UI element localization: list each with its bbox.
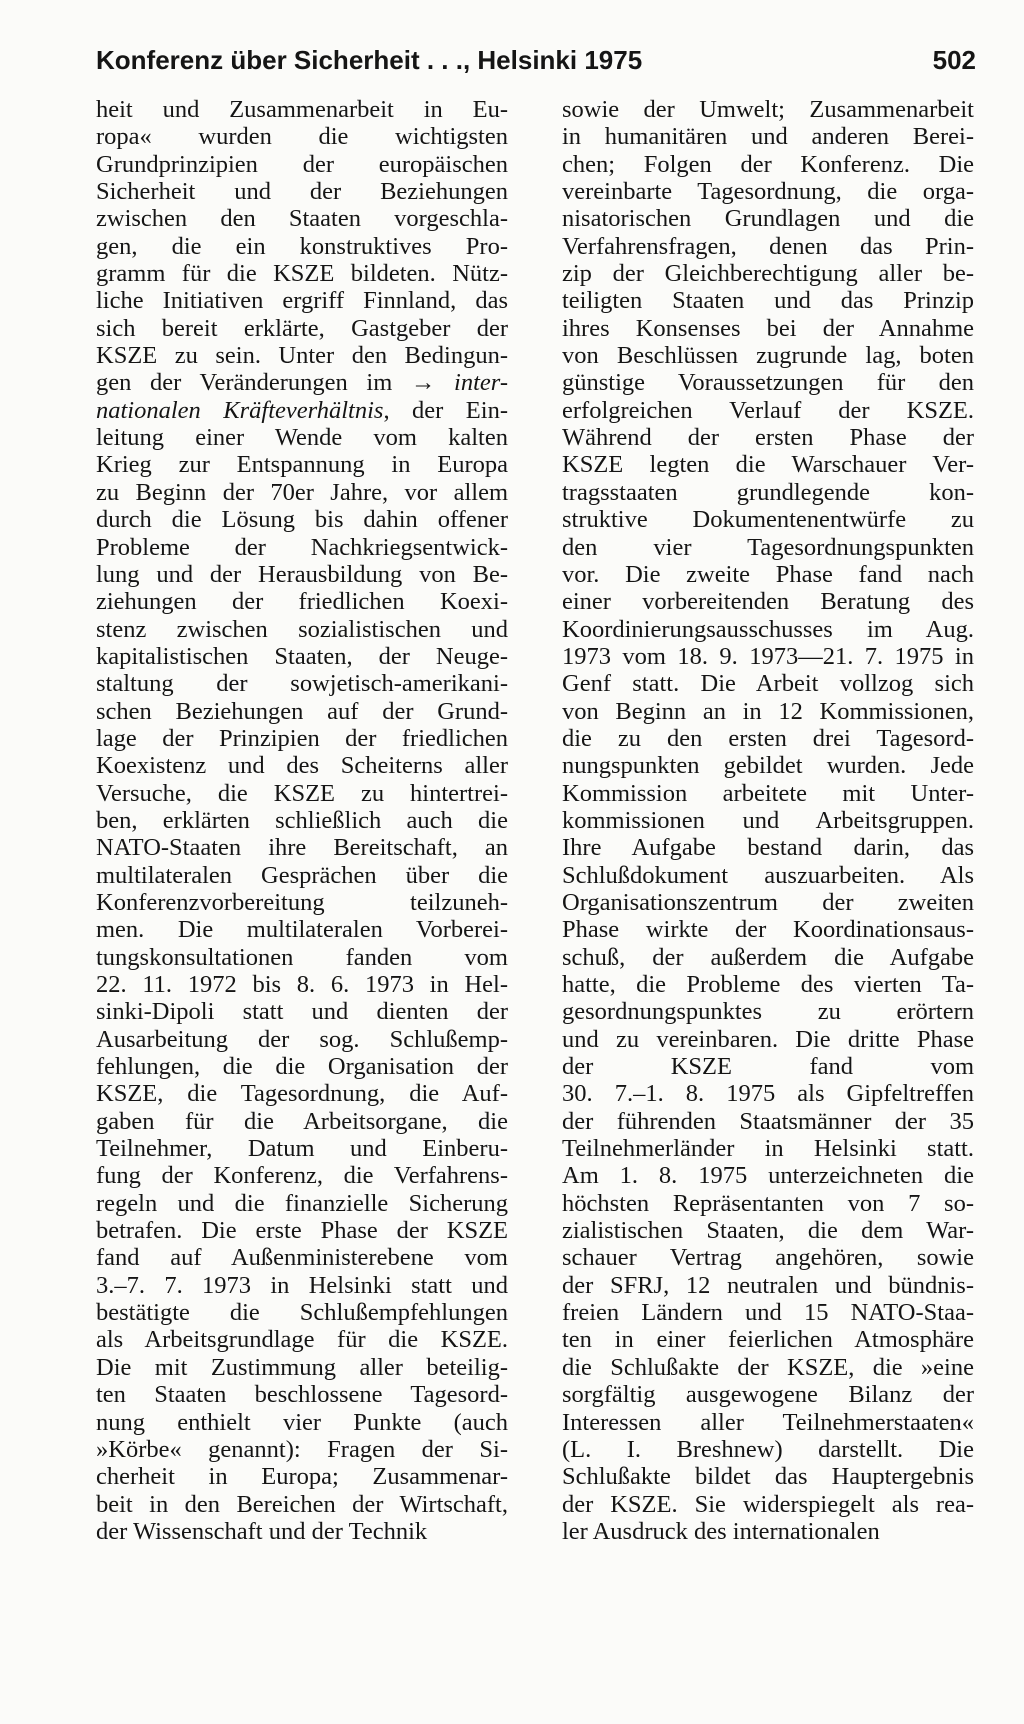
text-line: sinki-Dipoli statt und dienten der (96, 998, 508, 1026)
text-line: Ausarbeitung der sog. Schlußemp- (96, 1025, 508, 1053)
text-line: »Körbe« genannt): Fragen der Si- (96, 1435, 508, 1463)
text-line: zwischen den Staaten vorgeschla- (96, 205, 508, 233)
text-line: 3.–7. 7. 1973 in Helsinki statt und (96, 1271, 508, 1299)
text-line: nationalen Kräfteverhältnis, der Ein- (96, 396, 508, 424)
text-column-right (562, 96, 974, 1545)
text-line: ten Staaten beschlossene Tagesord- (96, 1381, 508, 1409)
text-line: Kommission arbeitete mit Unter- (562, 779, 974, 807)
text-line: der SFRJ, 12 neutralen und bündnis- (562, 1271, 974, 1299)
text-line: Interessen aller Teilnehmerstaaten« (562, 1408, 974, 1436)
text-line: 30. 7.–1. 8. 1975 als Gipfeltreffen (562, 1080, 974, 1108)
text-line: Die mit Zustimmung aller beteilig- (96, 1353, 508, 1381)
text-line: Ihre Aufgabe bestand darin, das (562, 834, 974, 862)
text-line: den vier Tagesordnungspunkten (562, 533, 974, 561)
text-line: stenz zwischen sozialistischen und (96, 615, 508, 643)
text-line: Grundprinzipien der europäischen (96, 150, 508, 178)
text-line: Koordinierungsausschusses im Aug. (562, 615, 974, 643)
text-line: Schlußakte bildet das Hauptergebnis (562, 1463, 974, 1491)
text-line: von Beginn an in 12 Kommissionen, (562, 697, 974, 725)
text-column-left (96, 96, 508, 1545)
text-line: Teilnehmer, Datum und Einberu- (96, 1135, 508, 1163)
text-line: NATO-Staaten ihre Bereitschaft, an (96, 834, 508, 862)
text-line: Schlußdokument auszuarbeiten. Als (562, 861, 974, 889)
text-line: leitung einer Wende vom kalten (96, 424, 508, 452)
text-line: Konferenzvorbereitung teilzuneh- (96, 888, 508, 916)
text-line: ler Ausdruck des internationalen (562, 1517, 880, 1545)
text-line: sich bereit erklärte, Gastgeber der (96, 314, 508, 342)
text-line: gaben für die Arbeitsorgane, die (96, 1107, 508, 1135)
text-line: Während der ersten Phase der (562, 424, 974, 452)
text-line: 1973 vom 18. 9. 1973—21. 7. 1975 in (562, 642, 974, 670)
text-line: multilateralen Gesprächen über die (96, 861, 508, 889)
text-line: schauer Vertrag angehören, sowie (562, 1244, 974, 1272)
text-line: betrafen. Die erste Phase der KSZE (96, 1217, 508, 1245)
text-line: fung der Konferenz, die Verfahrens- (96, 1162, 508, 1190)
text-line: gramm für die KSZE bildeten. Nütz- (96, 260, 508, 288)
text-line: fehlungen, die die Organisation der (96, 1053, 508, 1081)
text-line: chen; Folgen der Konferenz. Die (562, 150, 974, 178)
header-title: Konferenz über Sicherheit . . ., Helsinki 1975 (96, 45, 643, 75)
text-line: Sicherheit und der Beziehungen (96, 178, 508, 206)
text-line: Krieg zur Entspannung in Europa (96, 451, 508, 479)
text-line: Probleme der Nachkriegsentwick- (96, 533, 508, 561)
text-line: KSZE, die Tagesordnung, die Auf- (96, 1080, 508, 1108)
text-line: Teilnehmerländer in Helsinki statt. (562, 1135, 974, 1163)
text-line: ten in einer feierlichen Atmosphäre (562, 1326, 974, 1354)
text-line: Versuche, die KSZE zu hintertrei- (96, 779, 508, 807)
text-line: hatte, die Probleme des vierten Ta- (562, 971, 974, 998)
text-line: men. Die multilateralen Vorberei- (96, 916, 508, 944)
text-line: durch die Lösung bis dahin offener (96, 506, 508, 534)
text-line: freien Ländern und 15 NATO-Staa- (562, 1299, 974, 1327)
text-line: ziehungen der friedlichen Koexi- (96, 588, 508, 616)
running-header (96, 40, 976, 80)
text-line: tungskonsultationen fanden vom (96, 943, 508, 971)
text-line: die Schlußakte der KSZE, die »eine (562, 1353, 974, 1381)
text-line: Genf statt. Die Arbeit vollzog sich (562, 670, 974, 698)
text-line: höchsten Repräsentanten von 7 so- (562, 1189, 974, 1217)
text-line: und zu vereinbaren. Die dritte Phase (562, 1025, 974, 1053)
text-line: erfolgreichen Verlauf der KSZE. (562, 396, 974, 424)
text-line: der führenden Staatsmänner der 35 (562, 1107, 974, 1135)
text-line: lage der Prinzipien der friedlichen (96, 724, 508, 752)
text-line: nung enthielt vier Punkte (auch (96, 1408, 508, 1436)
text-line: fand auf Außenministerebene vom (96, 1244, 508, 1272)
text-line: der Wissenschaft und der Technik (96, 1517, 428, 1545)
text-line: der KSZE. Sie widerspiegelt als rea- (562, 1490, 974, 1518)
text-line: teiligten Staaten und das Prinzip (562, 287, 974, 315)
text-line: schen Beziehungen auf der Grund- (96, 697, 508, 725)
text-line: KSZE zu sein. Unter den Bedingun- (96, 342, 508, 370)
text-line: staltung der sowjetisch-amerikani- (96, 670, 508, 698)
text-line: ben, erklärten schließlich auch die (96, 806, 508, 834)
text-line: der KSZE fand vom (562, 1053, 974, 1081)
text-line: vereinbarte Tagesordnung, die orga- (562, 178, 974, 206)
text-line: einer vorbereitenden Beratung des (562, 588, 974, 616)
text-line: zu Beginn der 70er Jahre, vor allem (96, 478, 508, 506)
text-line: Phase wirkte der Koordinationsaus- (562, 916, 974, 944)
text-line: struktive Dokumentenentwürfe zu (562, 506, 974, 534)
text-line: KSZE legten die Warschauer Ver- (562, 451, 974, 479)
text-line: liche Initiativen ergriff Finnland, das (96, 287, 508, 315)
text-line: zialistischen Staaten, die dem War- (562, 1217, 974, 1245)
text-line: vor. Die zweite Phase fand nach (562, 560, 974, 588)
text-line: gen der Veränderungen im → inter- (96, 369, 508, 397)
text-line: kapitalistischen Staaten, der Neuge- (96, 642, 508, 670)
text-line: bestätigte die Schlußempfehlungen (96, 1299, 508, 1327)
text-line: 22. 11. 1972 bis 8. 6. 1973 in Hel- (96, 971, 508, 998)
text-line: regeln und die finanzielle Sicherung (96, 1189, 508, 1217)
text-line: Koexistenz und des Scheiterns aller (96, 752, 508, 780)
text-line: von Beschlüssen zugrunde lag, boten (562, 342, 974, 370)
text-line: günstige Voraussetzungen für den (562, 369, 974, 397)
text-line: die zu den ersten drei Tagesord- (562, 724, 974, 752)
text-line: Am 1. 8. 1975 unterzeichneten die (562, 1162, 974, 1190)
text-line: gesordnungspunktes zu erörtern (562, 998, 974, 1026)
text-line: nungspunkten gebildet wurden. Jede (562, 752, 974, 780)
text-line: sowie der Umwelt; Zusammenarbeit (562, 96, 974, 123)
text-line: cherheit in Europa; Zusammenar- (96, 1463, 508, 1491)
text-line: ihres Konsenses bei der Annahme (562, 314, 974, 342)
text-line: ropa« wurden die wichtigsten (96, 123, 508, 151)
text-line: in humanitären und anderen Berei- (562, 123, 974, 151)
text-line: heit und Zusammenarbeit in Eu- (96, 96, 508, 123)
text-line: nisatorischen Grundlagen und die (562, 205, 974, 233)
text-line: Verfahrensfragen, denen das Prin- (562, 232, 974, 260)
text-line: sorgfältig ausgewogene Bilanz der (562, 1381, 974, 1409)
text-line: als Arbeitsgrundlage für die KSZE. (96, 1326, 508, 1354)
text-line: beit in den Bereichen der Wirtschaft, (96, 1490, 508, 1518)
page-number: 502 (932, 45, 976, 75)
text-line: zip der Gleichberechtigung aller be- (562, 260, 974, 288)
text-line: tragsstaaten grundlegende kon- (562, 478, 974, 506)
text-line: (L. I. Breshnew) darstellt. Die (562, 1435, 974, 1463)
text-line: schuß, der außerdem die Aufgabe (562, 943, 974, 971)
text-line: lung und der Herausbildung von Be- (96, 560, 508, 588)
text-line: kommissionen und Arbeitsgruppen. (562, 806, 974, 834)
text-line: Organisationszentrum der zweiten (562, 888, 974, 916)
text-line: gen, die ein konstruktives Pro- (96, 232, 508, 260)
